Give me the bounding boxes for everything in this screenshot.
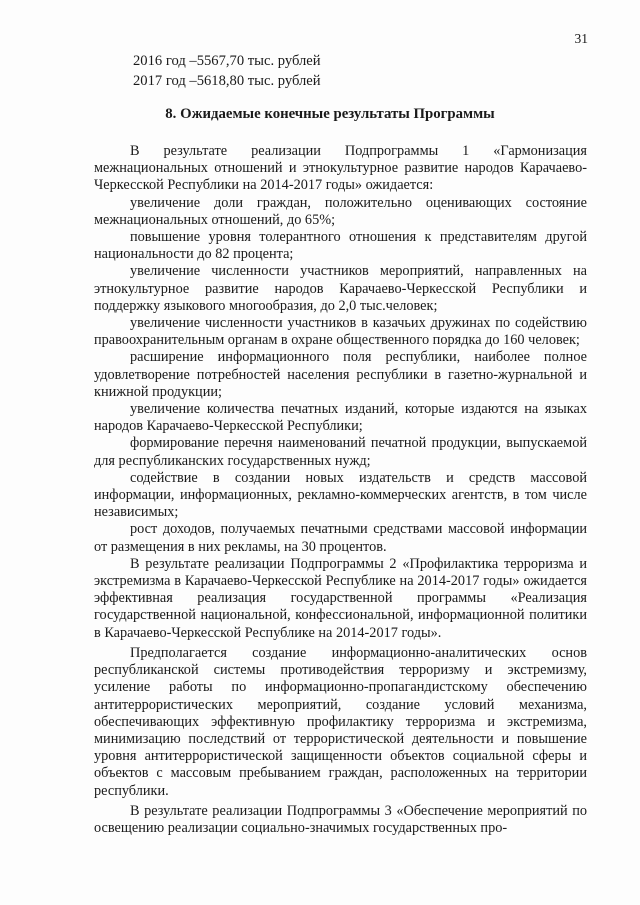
page-number: 31 (574, 31, 588, 46)
paragraph-subprogram-2-intro: В результате реализации Подпрограммы 2 «Профилактика терроризма и экстремизма в Карачаево-Черкесской Республике на 2014-2017 годы» ожидается эффективная реализация государственной программы «Реализация государственной национальной, конфессиональной, информационной политики в Карачаево-Черкесской Республике на 2014-2017 годы». (94, 555, 587, 641)
section-title: 8. Ожидаемые конечные результаты Программы (165, 106, 495, 122)
section-body (94, 143, 587, 837)
paragraph-subprogram-3-intro: В результате реализации Подпрограммы 3 «Обеспечение мероприятий по освещению реализации социально-значимых государственных про- (94, 802, 587, 836)
budget-lines (133, 51, 321, 91)
list-item: увеличение численности участников в казачьих дружинах по содействию правоохранительным органам в охране общественного порядка до 160 человек; (94, 315, 587, 349)
list-item: формирование перечня наименований печатной продукции, выпускаемой для республиканских государственных нужд; (94, 435, 587, 469)
list-item: увеличение доли граждан, положительно оценивающих состояние межнациональных отношений, до 65%; (94, 194, 587, 228)
list-item: повышение уровня толерантного отношения к представителям другой национальности до 82 процента; (94, 229, 587, 263)
list-item: расширение информационного поля республики, наиболее полное удовлетворение потребностей населения республики в газетно-журнальной и книжной продукции; (94, 349, 587, 400)
list-item: увеличение численности участников мероприятий, направленных на этнокультурное развитие народов Карачаево-Черкесской Республики и поддержку языкового многообразия, до 2,0 тыс.человек; (94, 263, 587, 314)
list-item: увеличение количества печатных изданий, которые издаются на языках народов Карачаево-Черкесской Республики; (94, 401, 587, 435)
list-item: рост доходов, получаемых печатными средствами массовой информации от размещения в них рекламы, на 30 процентов. (94, 521, 587, 555)
paragraph-subprogram-2-details: Предполагается создание информационно-аналитических основ республиканской системы противодействия терроризму и экстремизму, усиление работы по информационно-пропагандистскому обеспечению антитеррористических мероприятий, создание условий механизма, обеспечивающих эффективную профилактику терроризма и экстремизма, минимизацию последствий от террористической деятельности и повышение уровня антитеррористической защищенности объектов социальной сферы и объектов с массовым пребыванием граждан, расположенных на территории республики. (94, 644, 587, 799)
paragraph-subprogram-1-intro: В результате реализации Подпрограммы 1 «Гармонизация межнациональных отношений и этнокультурное развитие народов Карачаево-Черкесской Республики на 2014-2017 годы» ожидается: (94, 143, 587, 194)
budget-line-2016: 2016 год –5567,70 тыс. рублей (133, 53, 321, 69)
list-item: содействие в создании новых издательств и средств массовой информации, информационных, рекламно-коммерческих агентств, в том числе независимых; (94, 469, 587, 521)
budget-line-2017: 2017 год –5618,80 тыс. рублей (133, 73, 321, 89)
